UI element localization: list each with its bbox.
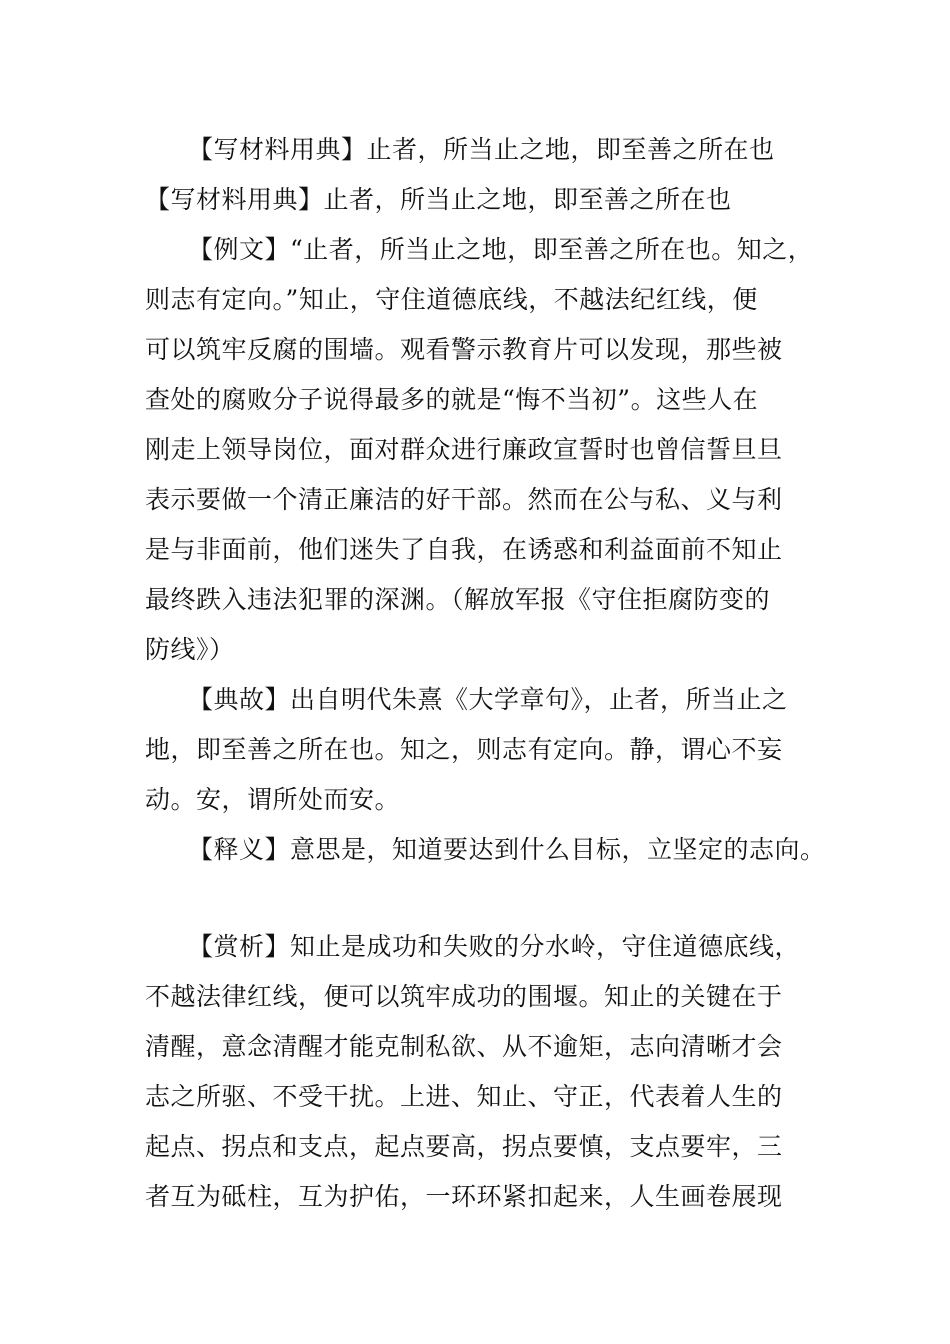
allusion-paragraph-line: 动。安，谓所处而安。 [145,785,401,814]
example-paragraph-line: 刚走上领导岗位，面对群众进行廉政宣誓时也曾信誓旦旦 [145,435,783,464]
appreciation-paragraph-line: 清醒，意念清醒才能克制私欲、从不逾矩，志向清晰才会 [145,1032,783,1061]
heading-line-repeat: 【写材料用典】止者，所当止之地，即至善之所在也 [145,185,732,214]
appreciation-paragraph-line: 志之所驱、不受干扰。上进、知止、守正，代表着人生的 [145,1082,783,1111]
appreciation-paragraph-line: 起点、拐点和支点，起点要高，拐点要慎，支点要牢，三 [145,1132,783,1161]
example-paragraph-line: 查处的腐败分子说得最多的就是“悔不当初”。这些人在 [145,385,759,414]
example-paragraph-line: 则志有定向。”知止，守住道德底线，不越法纪红线，便 [145,285,758,314]
appreciation-paragraph-line: 者互为砥柱，互为护佑，一环环紧扣起来，人生画卷展现 [145,1182,783,1211]
heading-line: 【写材料用典】止者，所当止之地，即至善之所在也 [188,135,775,164]
example-paragraph-line: 【例文】“止者，所当止之地，即至善之所在也。知之， [188,235,814,264]
meaning-paragraph-line: 【释义】意思是，知道要达到什么目标，立坚定的志向。 [188,835,826,864]
example-paragraph-line: 最终跌入违法犯罪的深渊。（解放军报《守住拒腐防变的 [145,585,771,614]
appreciation-paragraph-line: 【赏析】知止是成功和失败的分水岭，守住道德底线， [188,932,801,961]
appreciation-paragraph-line: 不越法律红线，便可以筑牢成功的围堰。知止的关键在于 [145,982,783,1011]
example-paragraph-line: 可以筑牢反腐的围墙。观看警示教育片可以发现，那些被 [145,335,783,364]
allusion-paragraph-line: 地，即至善之所在也。知之，则志有定向。静，谓心不妄 [145,735,783,764]
allusion-paragraph-line: 【典故】出自明代朱熹《大学章句》，止者，所当止之 [188,685,788,714]
example-paragraph-line: 防线》） [145,635,235,664]
example-paragraph-line: 表示要做一个清正廉洁的好干部。然而在公与私、义与利 [145,485,783,514]
example-paragraph-line: 是与非面前，他们迷失了自我，在诱惑和利益面前不知止 [145,535,783,564]
